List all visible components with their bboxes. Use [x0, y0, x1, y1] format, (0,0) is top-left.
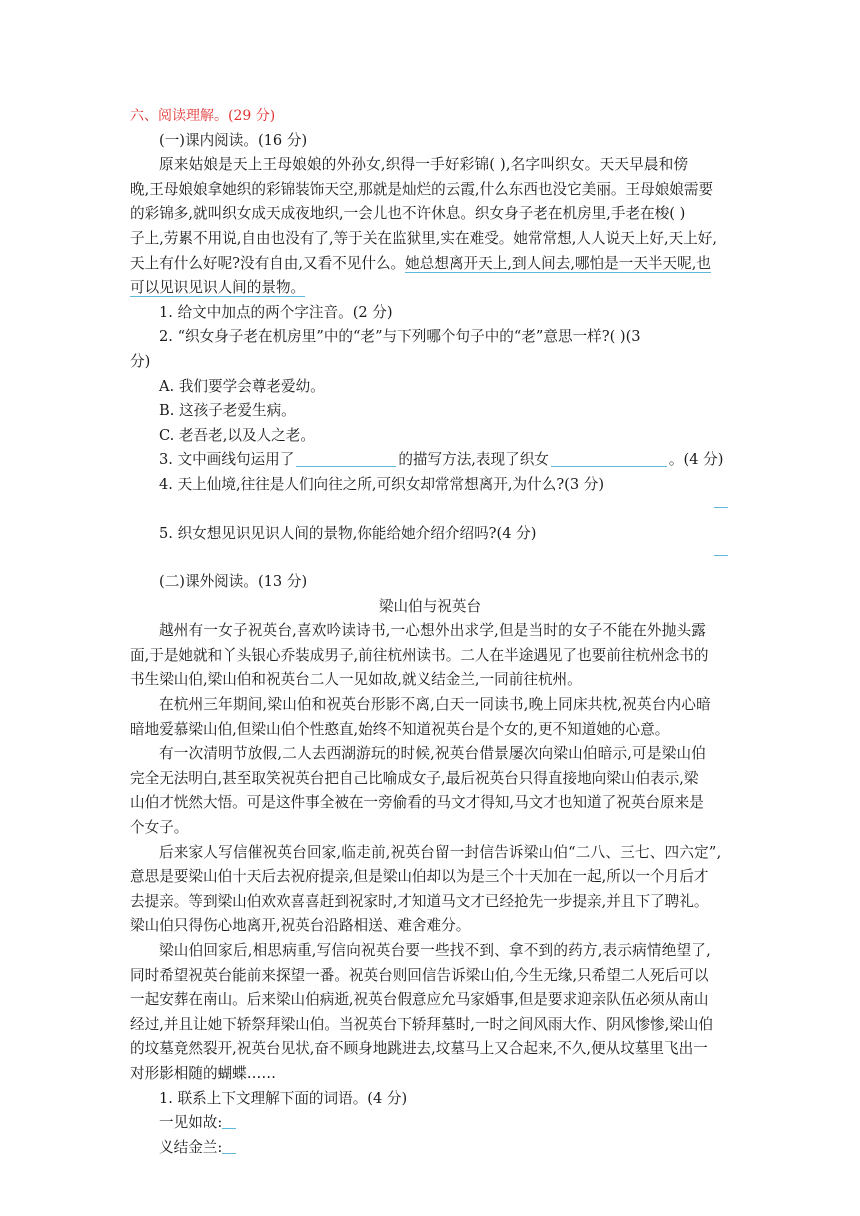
term-label: 一见如故:	[159, 1114, 223, 1132]
story-line: 经过,并且让她下轿祭拜梁山伯。当祝英台下轿拜墓时,一时之间风雨大作、阴风惨惨,梁山伯	[130, 1015, 714, 1033]
question-4: 4. 天上仙境,往往是人们向往之所,可织女却常常想离开,为什么?(3 分)	[159, 475, 605, 493]
answer-line[interactable]	[130, 498, 730, 522]
story-line: 同时希望祝英台能前来探望一番。祝英台则回信告诉梁山伯,今生无缘,只希望二人死后可以	[130, 966, 709, 984]
answer-blank[interactable]	[551, 449, 667, 467]
question-3-text: 3. 文中画线句运用了	[159, 451, 295, 469]
story-line: 有一次清明节放假,二人去西湖游玩的时候,祝英台借景屡次向梁山伯暗示,可是梁山伯	[159, 745, 707, 763]
passage-line	[130, 276, 730, 301]
answer-blank[interactable]	[222, 1139, 236, 1154]
passage-line: 子上,劳累不用说,自由也没有了,等于关在监狱里,实在难受。她常常想,人人说天上好,天上好,	[130, 229, 718, 247]
part2-question-1: 1. 联系上下文理解下面的词语。(4 分)	[159, 1089, 408, 1107]
question-3	[130, 448, 730, 473]
story-line: 在杭州三年期间,梁山伯和祝英台形影不离,白天一同读书,晚上同床共枕,祝英台内心暗	[159, 696, 711, 714]
story-line: 山伯才恍然大悟。可是这件事全被在一旁偷看的马文才得知,马文才也知道了祝英台原来是	[130, 794, 704, 812]
story-line: 一起安葬在南山。后来梁山伯病逝,祝英台假意应允马家婚事,但是要求迎亲队伍必须从南山	[130, 991, 709, 1009]
story-line: 去提亲。等到梁山伯欢欢喜喜赶到祝家时,才知道马文才已经抢先一步提亲,并且下了聘礼。	[130, 892, 709, 910]
story-line: 的坟墓竟然裂开,祝英台见状,奋不顾身地跳进去,坟墓马上又合起来,不久,便从坟墓里飞出一	[130, 1040, 708, 1058]
story-line: 完全无法明白,甚至取笑祝英台把自己比喻成女子,最后祝英台只得直接地向梁山伯表示,梁	[130, 769, 699, 787]
option-b: B. 这孩子老爱生病。	[159, 402, 296, 420]
question-1: 1. 给文中加点的两个字注音。(2 分)	[159, 303, 393, 321]
passage-line	[130, 252, 730, 277]
option-a: A. 我们要学会尊老爱幼。	[159, 377, 325, 395]
story-line: 暗地爱慕梁山伯,但梁山伯个性憨直,始终不知道祝英台是个女的,更不知道她的心意。	[130, 720, 670, 738]
story-line: 梁山伯回家后,相思病重,写信向祝英台要一些找不到、拿不到的药方,表示病情绝望了,	[159, 942, 711, 959]
underlined-sentence: 可以见识见识人间的景物。	[130, 279, 306, 297]
underlined-sentence: 她总想离开天上,到人间去,哪怕是一天半天呢,也	[405, 254, 711, 272]
passage-text: 天上有什么好呢?没有自由,又看不见什么。	[130, 254, 406, 272]
story-line: 对形影相随的蝴蝶……	[130, 1064, 276, 1082]
passage-line: 的彩锦多,就叫织女成天成夜地织,一会儿也不许休息。织女身子老在机房里,手老在梭( )	[130, 205, 686, 223]
part1-heading: (一)课内阅读。(16 分)	[159, 131, 308, 149]
answer-line[interactable]	[130, 546, 730, 570]
question-3-text: 的描写方法,表现了织女	[398, 451, 549, 469]
worksheet-page	[130, 104, 730, 1160]
story-line: 个女子。	[130, 819, 189, 837]
story-line: 后来家人写信催祝英台回家,临走前,祝英台留一封信告诉梁山伯“二八、三七、四六定”,	[159, 843, 722, 861]
answer-blank[interactable]	[296, 449, 396, 467]
question-5: 5. 织女想见识见识人间的景物,你能给她介绍介绍吗?(4 分)	[159, 524, 537, 542]
story-line: 梁山伯只得伤心地离开,祝英台沿路相送、难舍难分。	[130, 917, 471, 935]
passage-line: 原来姑娘是天上王母娘娘的外孙女,织得一手好彩锦( ),名字叫织女。天天早晨和傍	[159, 156, 689, 174]
part1-passage	[130, 153, 730, 301]
question-3-text: 。(4 分)	[668, 451, 724, 469]
story-line: 越州有一女子祝英台,喜欢吟读诗书,一心想外出求学,但是当时的女子不能在外抛头露	[159, 622, 707, 640]
term-1	[130, 1111, 730, 1136]
term-2	[130, 1136, 730, 1161]
story-line: 书生梁山伯,梁山伯和祝英台二人一见如故,就义结金兰,一同前往杭州。	[130, 671, 582, 689]
question-2: 2. “织女身子老在机房里”中的“老”与下列哪个句子中的“老”意思一样?( )(3	[159, 328, 641, 346]
story-line: 面,于是她就和丫头银心乔装成男子,前往杭州读书。二人在半途遇见了也要前往杭州念书的	[130, 646, 709, 664]
part2-heading: (二)课外阅读。(13 分)	[159, 573, 308, 591]
section-title: 六、阅读理解。(29 分)	[130, 108, 276, 124]
story-body	[130, 619, 730, 1086]
story-line: 意思是要梁山伯十天后去祝府提亲,但是梁山伯却以为是三个十天加在一起,所以一个月后才	[130, 868, 709, 886]
answer-blank[interactable]	[222, 1114, 236, 1129]
option-c: C. 老吾老,以及人之老。	[159, 426, 315, 444]
term-label: 义结金兰:	[159, 1138, 223, 1156]
story-title: 梁山伯与祝英台	[378, 597, 482, 615]
question-2-cont: 分)	[130, 352, 151, 370]
passage-line: 晚,王母娘娘拿她织的彩锦装饰天空,那就是灿烂的云霞,什么东西也没它美丽。王母娘娘需要	[130, 180, 714, 198]
